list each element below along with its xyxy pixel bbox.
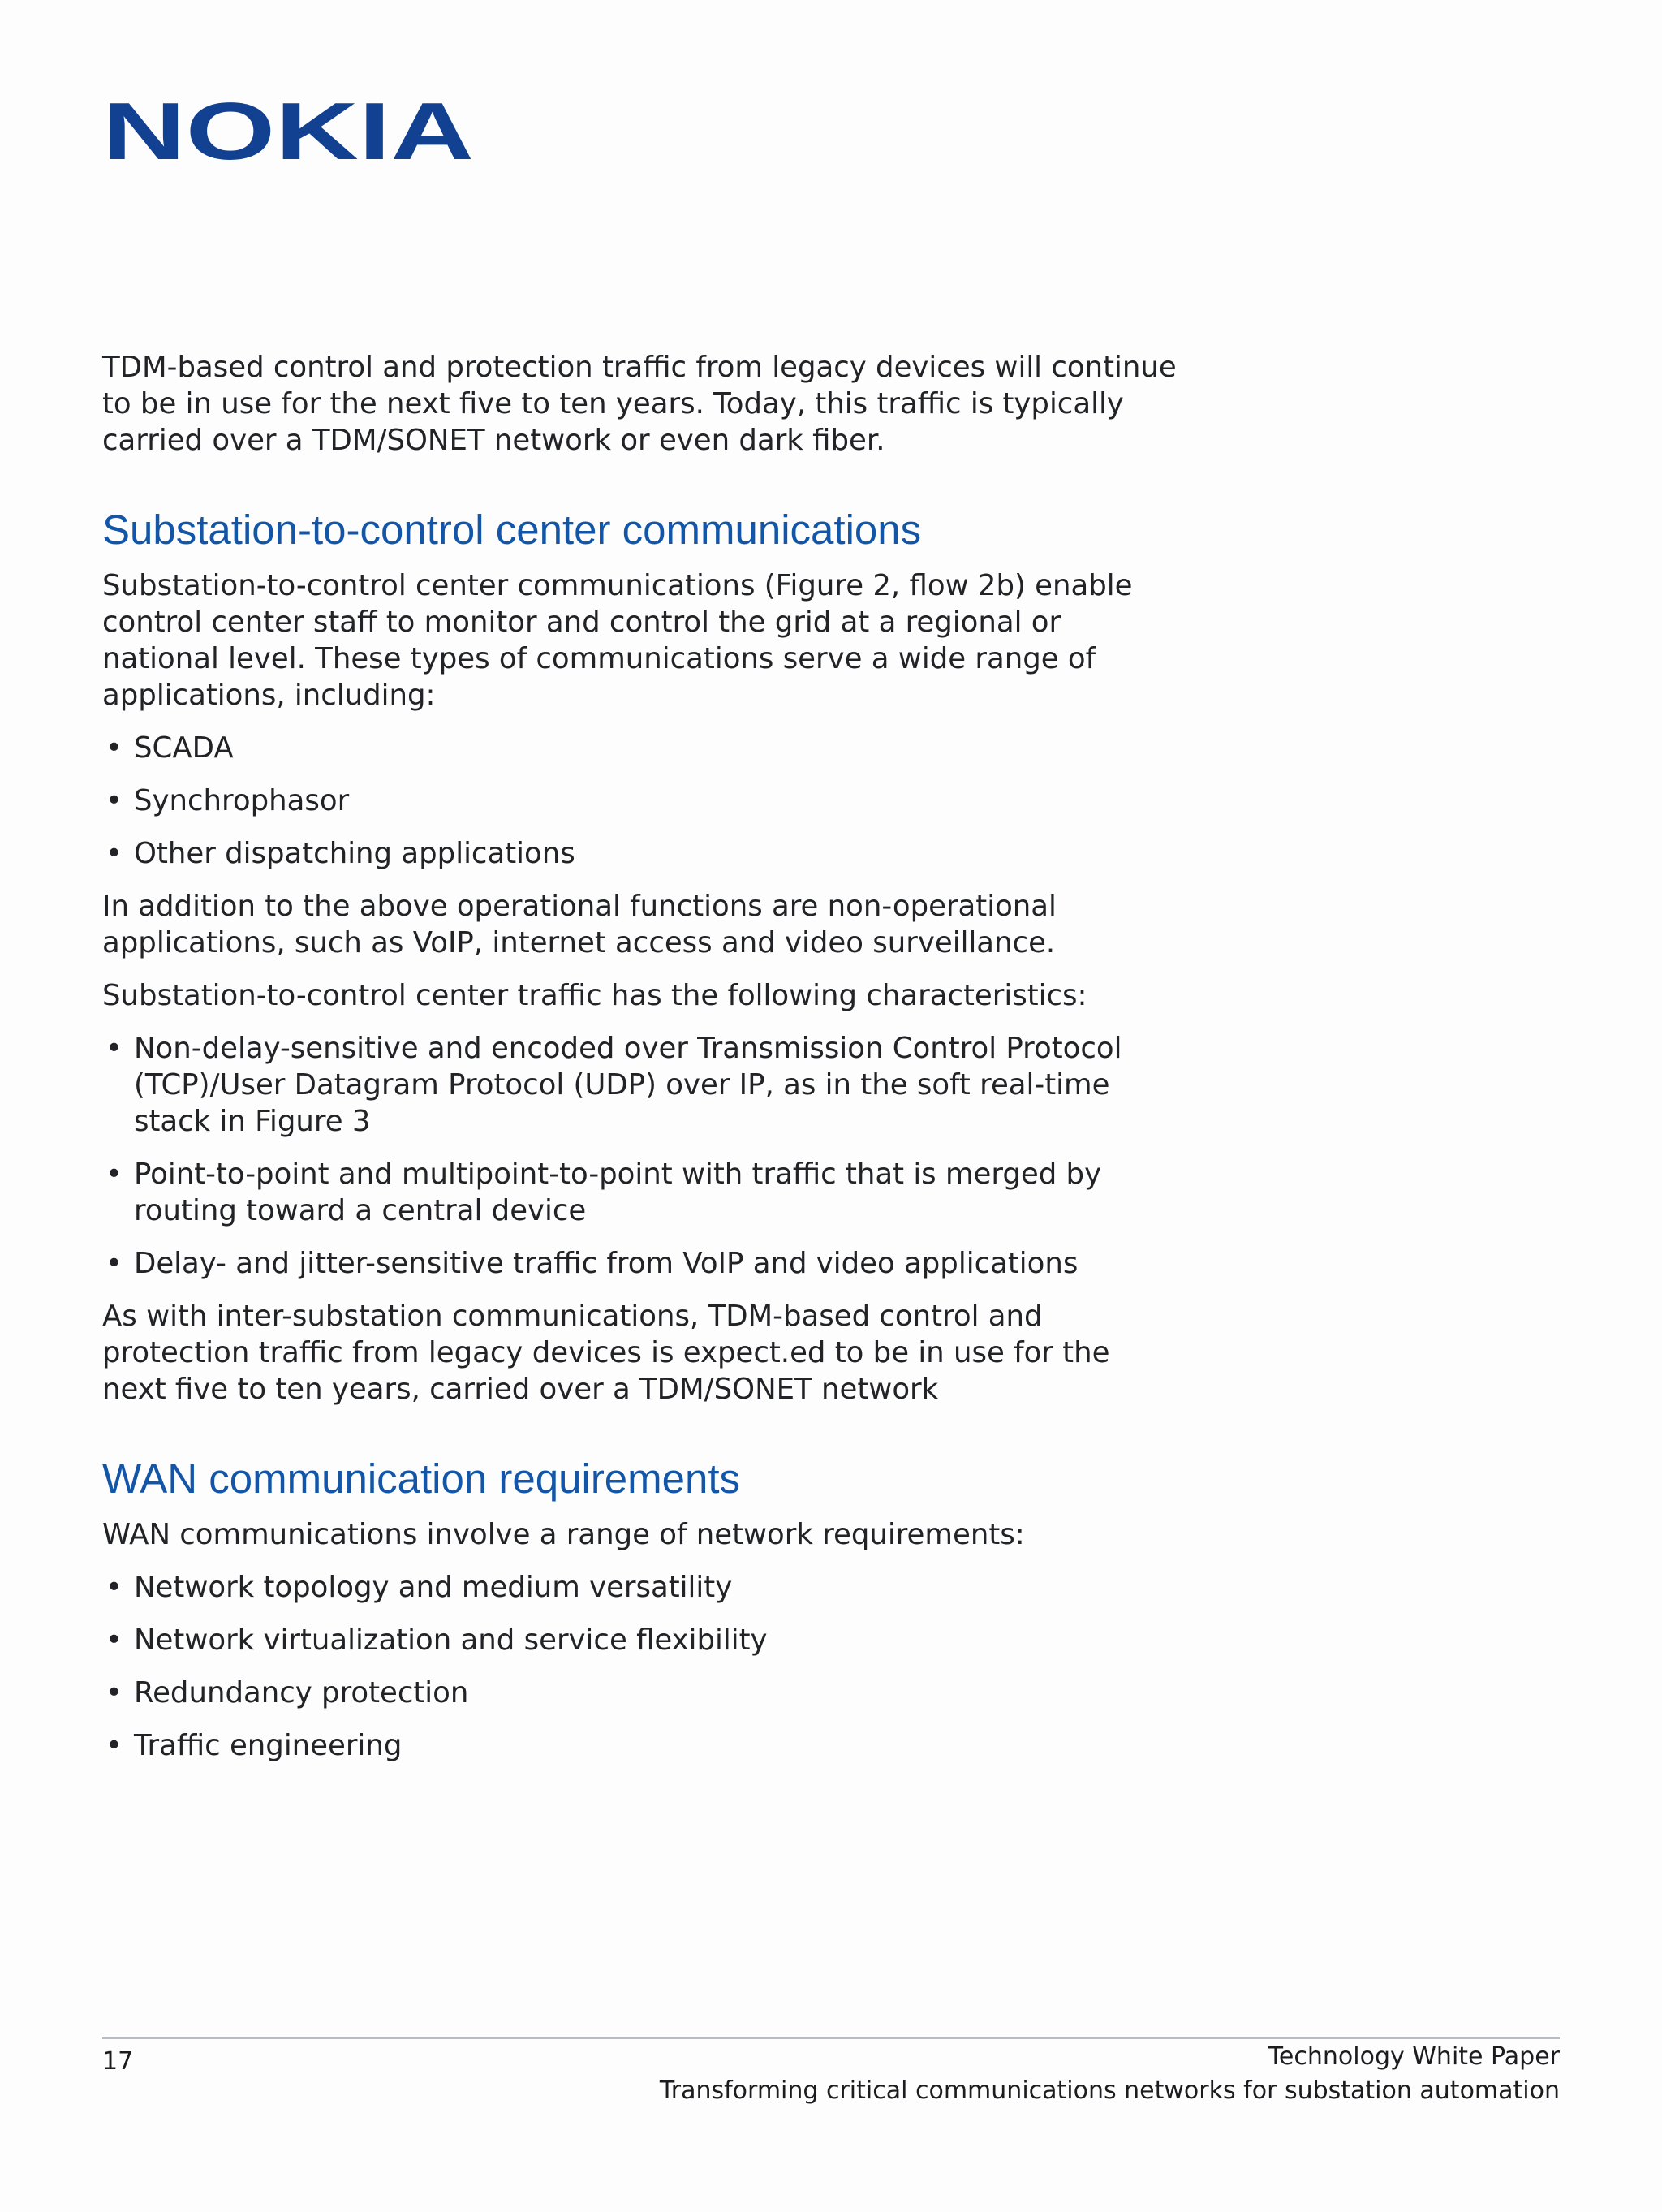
- list-item: • Other dispatching applications: [105, 837, 575, 870]
- bullet-icon: •: [105, 837, 123, 870]
- bullet-icon: •: [105, 1676, 123, 1710]
- section2-paragraph-1: WAN communications involve a range of network requirements:: [102, 1518, 1025, 1551]
- nokia-logo-text: NOKIA: [102, 101, 474, 162]
- bullet-icon: •: [105, 731, 123, 765]
- list-item: • SCADA: [105, 731, 234, 765]
- requirements-list: [102, 1569, 1182, 1764]
- section1-paragraph-3: Substation-to-control center traffic has the following characteristics:: [102, 979, 1087, 1012]
- section-heading-substation: Substation-to-control center communications: [102, 507, 922, 553]
- applications-list: [102, 730, 1182, 872]
- nokia-logo-graphic: [102, 101, 476, 162]
- bullet-icon: •: [105, 1032, 123, 1065]
- bullet-icon: •: [105, 784, 123, 817]
- bullet-icon: •: [105, 1729, 123, 1762]
- list-item: • Synchrophasor: [105, 784, 350, 817]
- bullet-icon: •: [105, 1158, 123, 1191]
- section1-paragraph-1: Substation-to-control center communications (Figure 2, flow 2b) enable control center staff to monitor and control the grid at a regional or national level. These types of communications serve a wide range of applications, including:: [102, 569, 1133, 712]
- bullet-icon: •: [105, 1623, 123, 1657]
- footer-doc-title: Transforming critical communications networks for substation automation: [659, 2076, 1560, 2105]
- footer-divider: [102, 2037, 1560, 2039]
- list-item: • Network topology and medium versatility: [105, 1571, 733, 1604]
- bullet-icon: •: [105, 1571, 123, 1604]
- bullet-icon: •: [105, 1247, 123, 1280]
- main-content: [102, 349, 1182, 1780]
- intro-paragraph: TDM-based control and protection traffic from legacy devices will continue to be in use for the next five to ten years. Today, this traffic is typically carried over a TDM/SONET network or even dark fiber.: [102, 351, 1177, 457]
- list-item: • Traffic engineering: [105, 1729, 403, 1762]
- section1-paragraph-2: In addition to the above operational functions are non-operational applications, such as VoIP, internet access and video surveillance.: [102, 890, 1057, 959]
- section-heading-wan: WAN communication requirements: [102, 1455, 741, 1502]
- list-item: • Point-to-point and multipoint-to-point with traffic that is merged by routing toward a central device: [105, 1158, 1102, 1227]
- list-item: • Delay- and jitter-sensitive traffic from VoIP and video applications: [105, 1247, 1079, 1280]
- nokia-logo: [102, 101, 476, 162]
- section1-paragraph-4: As with inter-substation communications, TDM-based control and protection traffic from legacy devices is expect.ed to be in use for the next five to ten years, carried over a TDM/SONET network: [102, 1300, 1110, 1406]
- page-number: 17: [102, 2047, 134, 2076]
- list-item: • Non-delay-sensitive and encoded over Transmission Control Protocol (TCP)/User Datagram Protocol (UDP) over IP, as in the soft real-time stack in Figure 3: [105, 1032, 1122, 1138]
- footer-doc-type: Technology White Paper: [1268, 2042, 1560, 2071]
- characteristics-list: [102, 1030, 1182, 1282]
- list-item: • Redundancy protection: [105, 1676, 469, 1710]
- list-item: • Network virtualization and service flexibility: [105, 1623, 768, 1657]
- footer-doc-info: [660, 2040, 1560, 2108]
